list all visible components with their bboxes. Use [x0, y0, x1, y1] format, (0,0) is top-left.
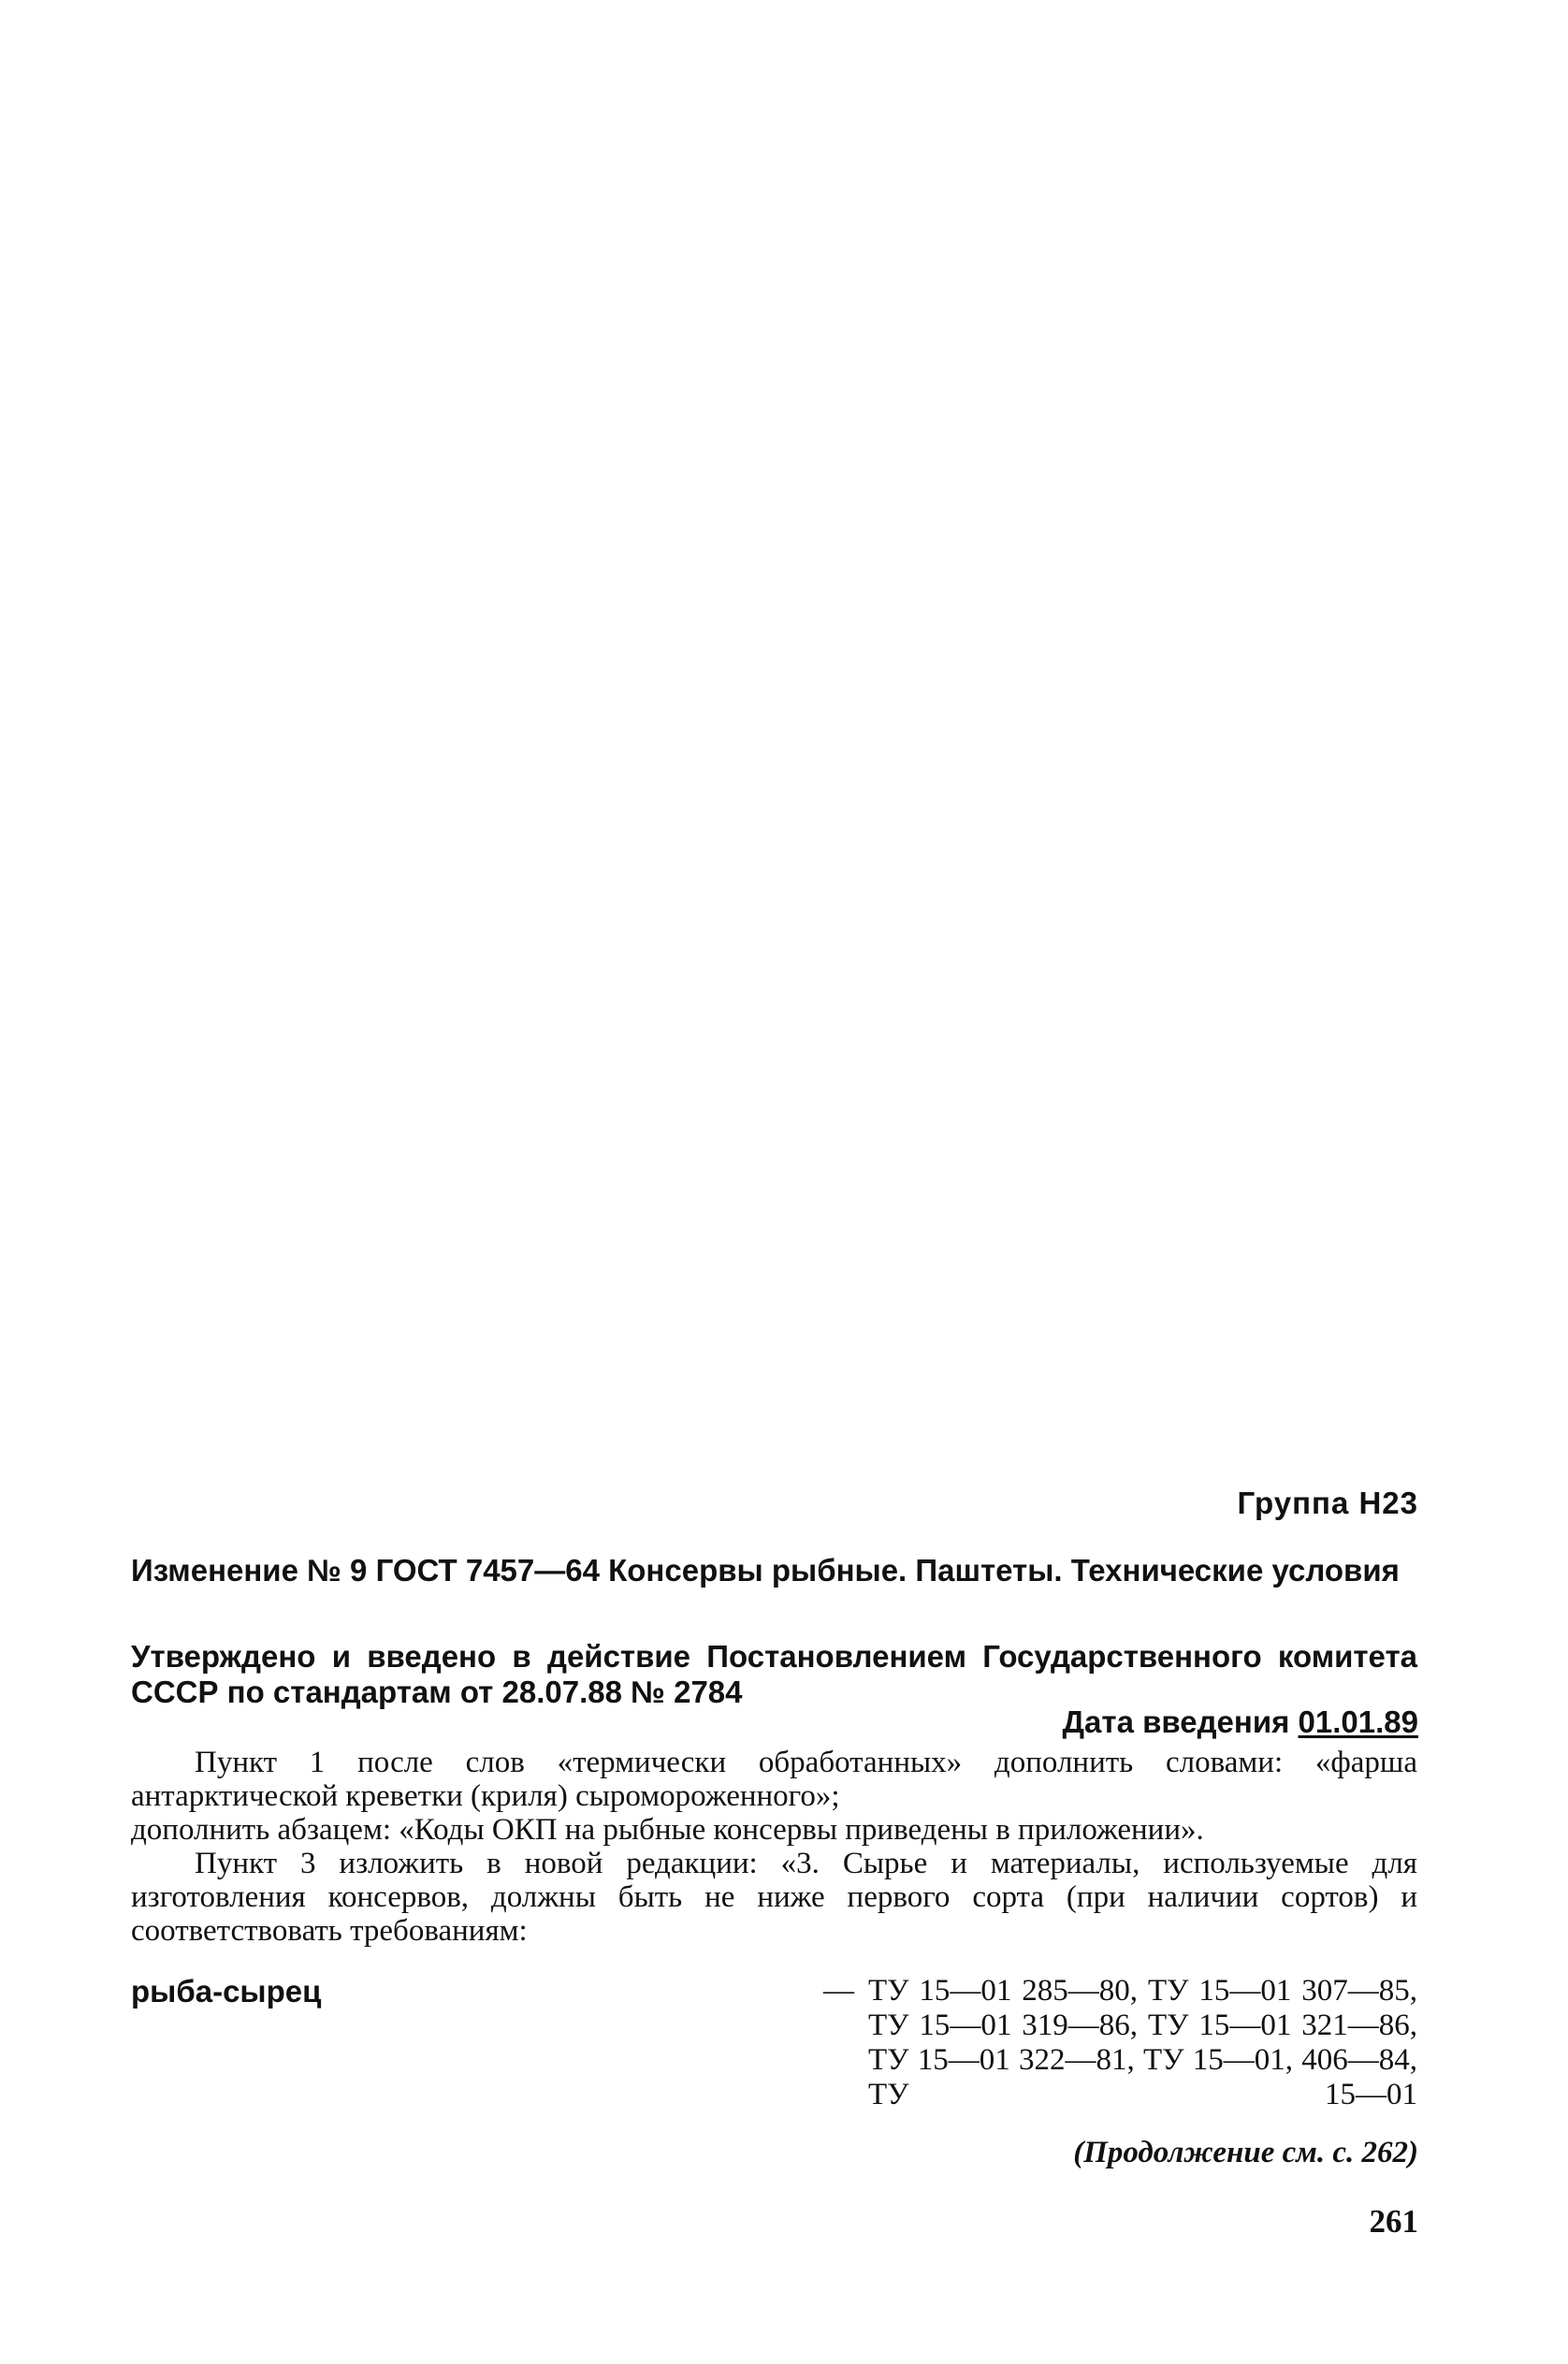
- material-name: рыба-сырец: [131, 1974, 322, 2009]
- material-dash: —: [823, 1974, 854, 2008]
- change-title: Изменение № 9 ГОСТ 7457—64 Консервы рыбные. Паштеты. Технические условия: [131, 1553, 1400, 1588]
- approval-statement: Утверждено и введено в действие Постановлением Государственного комитета СССР по стандартам от 28.07.88 № 2784: [131, 1639, 1417, 1709]
- page-number: 261: [1369, 2203, 1418, 2240]
- continuation-note: (Продолжение см. с. 262): [1073, 2136, 1418, 2169]
- materials-row: [131, 1974, 1417, 2124]
- document-body: [131, 1746, 1417, 1948]
- paragraph-2: дополнить абзацем: «Коды ОКП на рыбные консервы приведены в приложении».: [131, 1813, 1204, 1847]
- intro-date-value: 01.01.89: [1298, 1704, 1418, 1739]
- intro-date-label: Дата введения: [1062, 1704, 1290, 1739]
- material-spec: ТУ 15—01 285—80, ТУ 15—01 307—85, ТУ 15—01 319—86, ТУ 15—01 321—86, ТУ 15—01 322—81, ТУ 15—01, 406—84, ТУ 15—01: [868, 1974, 1417, 2111]
- group-label: Группа Н23: [1237, 1486, 1418, 1520]
- paragraph-3: Пункт 3 изложить в новой редакции: «3. Сырье и материалы, используемые для изготовления консервов, должны быть не ниже первого сорта (при наличии сортов) и соответствовать требованиям:: [131, 1847, 1417, 1948]
- intro-date: [1063, 1704, 1418, 1740]
- paragraph-1: Пункт 1 после слов «термически обработанных» дополнить словами: «фарша антарктической креветки (криля) сыромороженного»;: [131, 1746, 1417, 1813]
